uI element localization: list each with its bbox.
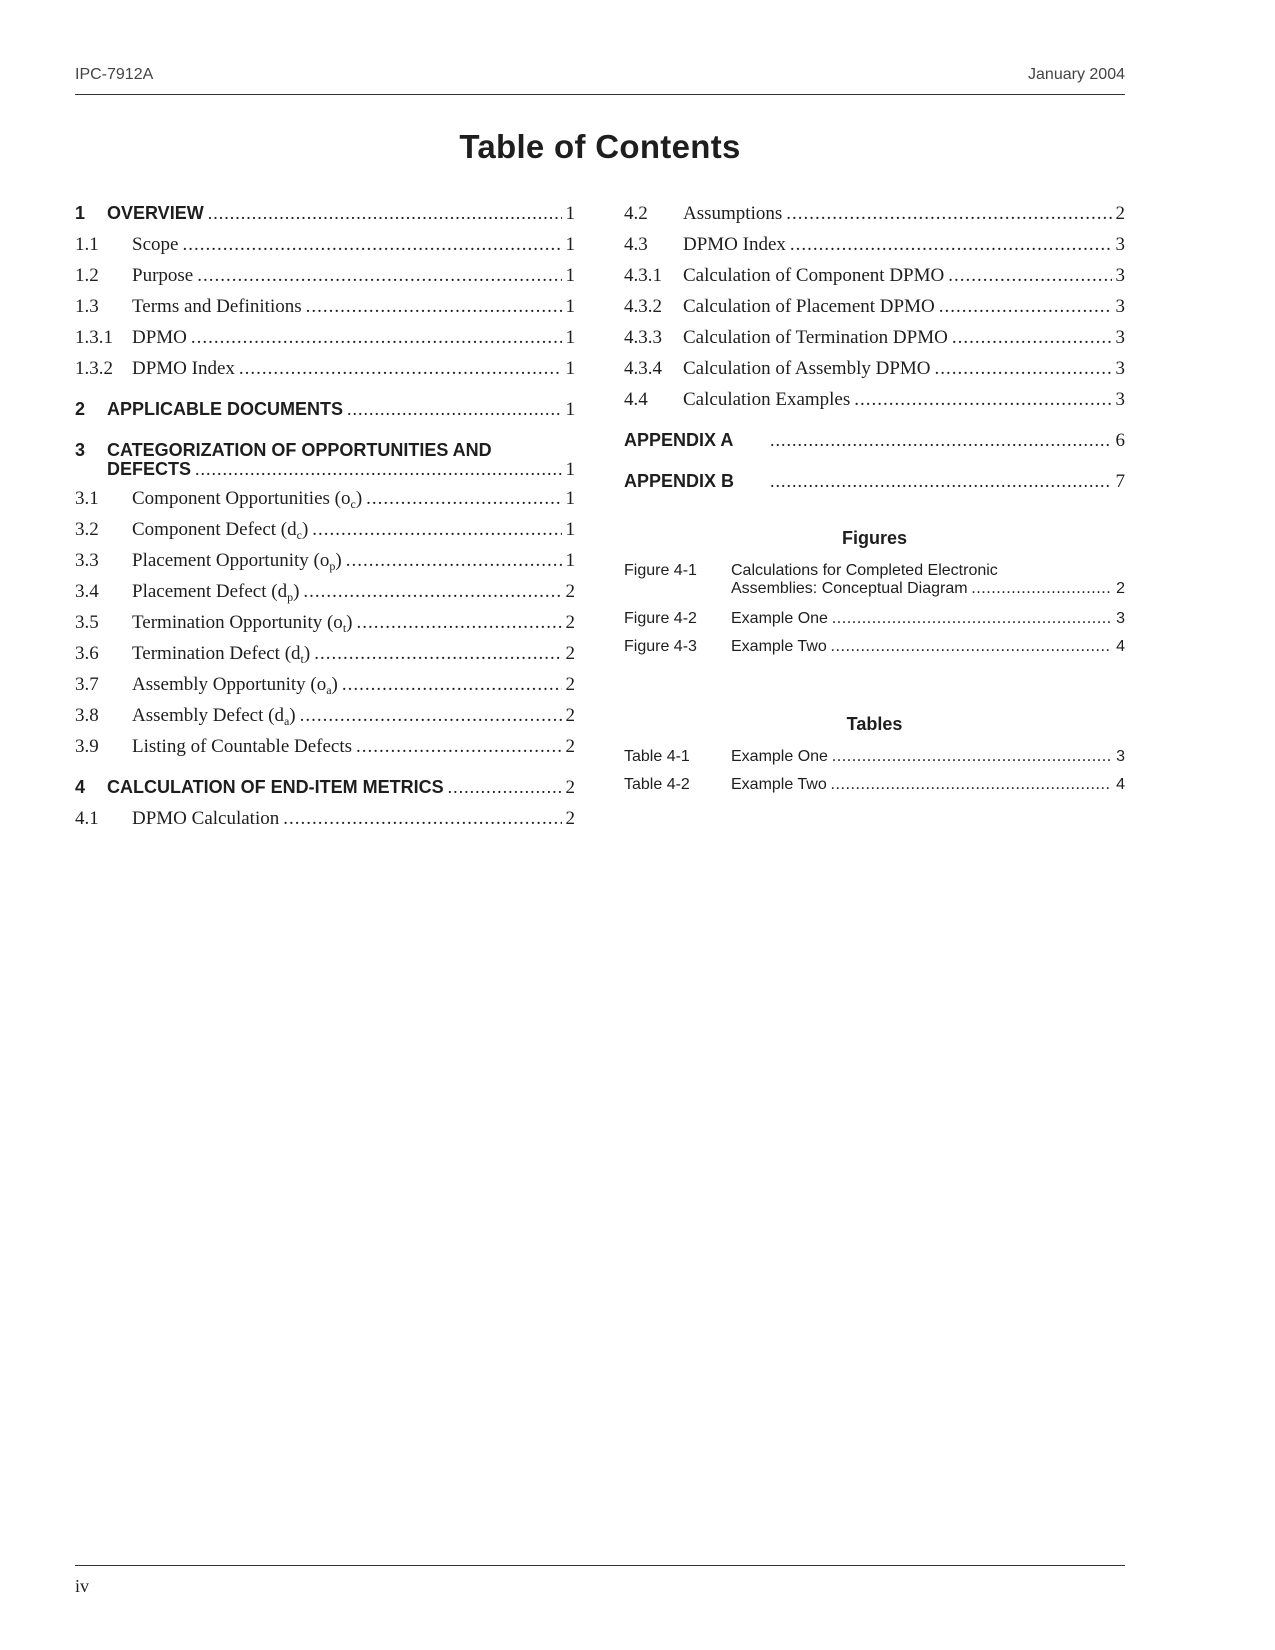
toc-entry-title bbox=[683, 265, 944, 287]
toc-entry-row bbox=[132, 612, 575, 634]
toc-entry-page: 2 bbox=[565, 736, 575, 757]
toc-entry-title-text: Calculation of Termination DPMO bbox=[683, 327, 948, 348]
dot-leader bbox=[312, 519, 561, 541]
toc-entry bbox=[75, 293, 575, 324]
toc-entry bbox=[75, 396, 575, 427]
toc-entry-row bbox=[132, 674, 575, 696]
list-entry-label: Figure 4-3 bbox=[624, 638, 697, 655]
toc-entry-title bbox=[132, 488, 362, 510]
toc-entry-number: 4.4 bbox=[624, 389, 648, 410]
toc-right-column bbox=[624, 200, 1125, 499]
toc-entry-row bbox=[132, 643, 575, 665]
toc-entry-number: 3.2 bbox=[75, 519, 99, 540]
toc-entry-title bbox=[132, 581, 299, 603]
toc-entry-number: 4 bbox=[75, 777, 86, 797]
toc-entry-page: 1 bbox=[565, 358, 575, 379]
toc-entry-title bbox=[683, 234, 786, 256]
toc-entry-title-text: Termination Opportunity (o bbox=[132, 612, 343, 633]
dot-leader bbox=[197, 265, 561, 287]
toc-entry bbox=[624, 427, 1125, 458]
table-entry bbox=[624, 776, 1125, 800]
spacer bbox=[624, 458, 1125, 468]
toc-entry-subscript: p bbox=[287, 590, 294, 604]
toc-entry-title bbox=[132, 612, 352, 634]
toc-entry-row bbox=[132, 705, 575, 727]
toc-entry-row bbox=[132, 581, 575, 603]
toc-entry-title-text: Component Defect (d bbox=[132, 519, 297, 540]
toc-entry-subscript: a bbox=[283, 714, 290, 728]
toc-entry-page: 3 bbox=[1115, 327, 1125, 348]
toc-entry bbox=[75, 640, 575, 671]
figure-entry bbox=[624, 638, 1125, 662]
toc-entry-row bbox=[683, 358, 1125, 380]
dot-leader bbox=[770, 430, 1112, 451]
toc-entry-number: 4.1 bbox=[75, 808, 99, 829]
list-entry-label: Table 4-2 bbox=[624, 776, 690, 793]
dot-leader bbox=[790, 234, 1112, 256]
toc-entry-title bbox=[683, 203, 782, 225]
list-entry-label: Figure 4-2 bbox=[624, 610, 697, 627]
toc-entry-title-suffix: ) bbox=[301, 519, 309, 540]
toc-entry bbox=[75, 231, 575, 262]
dot-leader bbox=[195, 459, 561, 480]
toc-entry-page: 2 bbox=[565, 705, 575, 726]
toc-entry bbox=[75, 671, 575, 702]
toc-entry-row bbox=[766, 471, 1125, 493]
toc-entry bbox=[75, 578, 575, 609]
dot-leader bbox=[935, 358, 1112, 380]
page-title: Table of Contents bbox=[459, 128, 741, 165]
toc-entry-title-text: CALCULATION OF END-ITEM METRICS bbox=[107, 777, 444, 797]
dot-leader bbox=[356, 736, 561, 758]
toc-entry-title bbox=[683, 327, 948, 349]
toc-entry-number: 3.4 bbox=[75, 581, 99, 602]
dot-leader bbox=[854, 389, 1111, 411]
toc-entry-row bbox=[683, 203, 1125, 225]
toc-entry-subscript: p bbox=[329, 559, 336, 573]
toc-entry-number: 1.3 bbox=[75, 296, 99, 317]
toc-entry bbox=[75, 805, 575, 836]
tables-heading: Tables bbox=[846, 714, 903, 734]
toc-entry-number: 4.3 bbox=[624, 234, 648, 255]
dot-leader bbox=[832, 748, 1112, 766]
toc-entry bbox=[624, 386, 1125, 417]
publication-date: January 2004 bbox=[1028, 66, 1125, 83]
dot-leader bbox=[831, 776, 1112, 794]
page-header bbox=[75, 66, 1125, 95]
toc-entry-number: 3.8 bbox=[75, 705, 99, 726]
list-entry-row bbox=[731, 610, 1125, 628]
toc-entry-title-text: Calculation of Assembly DPMO bbox=[683, 358, 931, 379]
toc-entry-page: 3 bbox=[1115, 265, 1125, 286]
toc-entry bbox=[75, 355, 575, 386]
toc-entry-number: 3.3 bbox=[75, 550, 99, 571]
toc-entry-row bbox=[132, 808, 575, 830]
list-entry-page: 4 bbox=[1116, 638, 1125, 655]
toc-entry-title-text: DEFECTS bbox=[107, 459, 192, 479]
toc-entry bbox=[75, 262, 575, 293]
toc-entry-page: 2 bbox=[565, 612, 575, 633]
toc-entry-row bbox=[683, 389, 1125, 411]
toc-entry-title-text: Purpose bbox=[132, 265, 194, 286]
toc-entry bbox=[624, 262, 1125, 293]
page-number: iv bbox=[75, 1576, 90, 1596]
toc-entry-number: 3.6 bbox=[75, 643, 99, 664]
toc-entry-page: 7 bbox=[1115, 471, 1125, 492]
list-entry-text bbox=[731, 776, 1125, 794]
toc-entry-row bbox=[132, 488, 575, 510]
toc-entry-page: 1 bbox=[565, 488, 575, 509]
toc-entry-page: 1 bbox=[565, 399, 575, 420]
list-entry-text bbox=[731, 748, 1125, 766]
figures-heading: Figures bbox=[841, 528, 907, 548]
toc-entry-title-text: DPMO bbox=[132, 327, 187, 348]
toc-entry-title-text: Calculation Examples bbox=[683, 389, 851, 410]
toc-entry-title bbox=[107, 459, 191, 480]
dot-leader bbox=[448, 777, 562, 798]
toc-entry-title bbox=[132, 519, 308, 541]
toc-entry bbox=[75, 547, 575, 578]
toc-entry bbox=[75, 324, 575, 355]
toc-entry-number: 3.9 bbox=[75, 736, 99, 757]
toc-entry-subscript: c bbox=[350, 497, 356, 511]
toc-entry-title-text: OVERVIEW bbox=[107, 203, 204, 223]
dot-leader bbox=[303, 581, 561, 603]
toc-left-column bbox=[75, 200, 575, 836]
toc-entry-number: 3 bbox=[75, 440, 86, 460]
toc-entry-title-suffix: ) bbox=[303, 643, 311, 664]
toc-entry-page: 1 bbox=[565, 234, 575, 255]
toc-entry-title-text: Placement Opportunity (o bbox=[132, 550, 330, 571]
toc-entry-title-text: Scope bbox=[132, 234, 179, 255]
spacer bbox=[75, 427, 575, 437]
dot-leader bbox=[939, 296, 1112, 318]
dot-leader bbox=[300, 705, 562, 727]
toc-entry-row bbox=[107, 459, 575, 481]
dot-leader bbox=[770, 471, 1112, 492]
toc-entry-title bbox=[683, 296, 935, 318]
list-entry-text bbox=[731, 638, 1125, 656]
toc-entry-subscript: c bbox=[296, 528, 302, 542]
toc-entry-row bbox=[132, 265, 575, 287]
figure-entry bbox=[624, 562, 1125, 606]
toc-entry-title bbox=[132, 234, 178, 256]
toc-entry-title-suffix: ) bbox=[346, 612, 353, 633]
toc-entry-title-text: DPMO Index bbox=[683, 234, 786, 255]
toc-entry-row bbox=[132, 358, 575, 380]
toc-entry-title bbox=[683, 389, 850, 411]
toc-entry bbox=[75, 437, 575, 485]
toc-entry-number: 1.1 bbox=[75, 234, 99, 255]
toc-entry-title bbox=[132, 327, 187, 349]
toc-entry-title bbox=[132, 358, 235, 380]
toc-entry-title bbox=[132, 265, 193, 287]
toc-entry-page: 1 bbox=[565, 550, 575, 571]
toc-entry-row bbox=[683, 327, 1125, 349]
dot-leader bbox=[356, 612, 561, 634]
toc-entry bbox=[75, 516, 575, 547]
toc-entry-title-suffix: ) bbox=[289, 705, 296, 726]
toc-entry-title-text: Assembly Defect (d bbox=[132, 705, 284, 726]
toc-entry-row bbox=[132, 296, 575, 318]
toc-entry-number: 4.3.2 bbox=[624, 296, 662, 317]
dot-leader bbox=[346, 550, 562, 572]
dot-leader bbox=[306, 296, 562, 318]
toc-entry-number: 4.3.3 bbox=[624, 327, 662, 348]
list-entry-page: 4 bbox=[1116, 776, 1125, 793]
toc-entry-number: 1.3.2 bbox=[75, 358, 113, 379]
list-entry-title: Example One bbox=[731, 610, 828, 627]
toc-entry-page: 6 bbox=[1115, 430, 1125, 451]
table-entry bbox=[624, 748, 1125, 772]
list-entry-text bbox=[731, 610, 1125, 628]
list-entry-title: Example Two bbox=[731, 638, 827, 655]
toc-entry-page: 3 bbox=[1115, 358, 1125, 379]
list-entry-row bbox=[731, 638, 1125, 656]
dot-leader bbox=[239, 358, 562, 380]
toc-entry-row bbox=[683, 234, 1125, 256]
list-entry-row bbox=[731, 580, 1125, 598]
dot-leader bbox=[283, 808, 561, 830]
toc-entry-number: 2 bbox=[75, 399, 86, 419]
dot-leader bbox=[948, 265, 1111, 287]
toc-entry-page: 1 bbox=[565, 459, 575, 480]
toc-entry-title-text: APPLICABLE DOCUMENTS bbox=[107, 399, 344, 419]
toc-entry-title-text: Termination Defect (d bbox=[132, 643, 301, 664]
toc-entry-number: 1.2 bbox=[75, 265, 99, 286]
toc-entry-title-text: Placement Defect (d bbox=[132, 581, 288, 602]
toc-entry bbox=[624, 200, 1125, 231]
dot-leader bbox=[832, 610, 1112, 628]
toc-entry bbox=[75, 702, 575, 733]
toc-entry-number: 1.3.1 bbox=[75, 327, 113, 348]
toc-entry-row bbox=[132, 519, 575, 541]
toc-entry bbox=[624, 355, 1125, 386]
toc-entry-title-text: Calculation of Placement DPMO bbox=[683, 296, 935, 317]
spacer bbox=[624, 417, 1125, 427]
toc-entry-row bbox=[132, 234, 575, 256]
toc-entry-number: 4.3.4 bbox=[624, 358, 662, 379]
footer-rule bbox=[75, 1565, 1125, 1566]
toc-entry-page: 1 bbox=[565, 265, 575, 286]
toc-entry-number: 3.7 bbox=[75, 674, 99, 695]
toc-entry-number: APPENDIX B bbox=[624, 471, 735, 491]
toc-entry-title-text: Listing of Countable Defects bbox=[132, 736, 353, 757]
dot-leader bbox=[786, 203, 1111, 225]
list-entry-title: Example One bbox=[731, 748, 828, 765]
toc-entry-title bbox=[132, 296, 302, 318]
toc-entry-row bbox=[107, 777, 575, 799]
dot-leader bbox=[314, 643, 561, 665]
toc-entry bbox=[624, 324, 1125, 355]
toc-entry-row bbox=[132, 327, 575, 349]
toc-entry-row bbox=[132, 736, 575, 758]
toc-entry-page: 1 bbox=[565, 327, 575, 348]
toc-entry-title bbox=[107, 203, 204, 224]
toc-entry bbox=[624, 231, 1125, 262]
toc-entry-number: 3.5 bbox=[75, 612, 99, 633]
toc-entry bbox=[624, 468, 1125, 499]
toc-entry-title bbox=[132, 736, 352, 758]
toc-entry-row bbox=[683, 265, 1125, 287]
toc-entry-title-text: Terms and Definitions bbox=[132, 296, 302, 317]
toc-entry-page: 2 bbox=[565, 777, 575, 798]
list-entry-page: 3 bbox=[1116, 748, 1125, 765]
dot-leader bbox=[972, 580, 1113, 598]
toc-entry-page: 2 bbox=[565, 674, 575, 695]
toc-entry-page: 2 bbox=[1115, 203, 1125, 224]
toc-entry-title bbox=[107, 399, 343, 420]
toc-entry-title bbox=[132, 643, 310, 665]
toc-entry-title-suffix: ) bbox=[293, 581, 300, 602]
toc-entry-page: 2 bbox=[565, 643, 575, 664]
spacer bbox=[75, 386, 575, 396]
toc-entry bbox=[75, 485, 575, 516]
toc-entry-title bbox=[132, 674, 338, 696]
dot-leader bbox=[831, 638, 1112, 656]
dot-leader bbox=[366, 488, 561, 510]
list-entry-label: Table 4-1 bbox=[624, 748, 690, 765]
toc-entry-title-text: DPMO Index bbox=[132, 358, 235, 379]
list-entry-page: 2 bbox=[1116, 580, 1125, 597]
toc-entry-subscript: t bbox=[300, 652, 304, 666]
toc-entry-page: 1 bbox=[565, 203, 575, 224]
toc-entry-row bbox=[107, 203, 575, 225]
toc-entry-number: 1 bbox=[75, 203, 86, 223]
toc-entry-page: 3 bbox=[1115, 234, 1125, 255]
dot-leader bbox=[208, 203, 562, 224]
dot-leader bbox=[347, 399, 561, 420]
dot-leader bbox=[182, 234, 561, 256]
toc-entry-row bbox=[683, 296, 1125, 318]
toc-entry-title-text: Calculation of Component DPMO bbox=[683, 265, 945, 286]
figure-entry bbox=[624, 610, 1125, 634]
toc-entry-subscript: a bbox=[326, 683, 332, 697]
toc-entry-page: 2 bbox=[565, 808, 575, 829]
toc-entry-subscript: t bbox=[342, 621, 347, 635]
toc-entry-number: 4.3.1 bbox=[624, 265, 662, 286]
list-entry-title: Assemblies: Conceptual Diagram bbox=[731, 580, 968, 597]
toc-entry-title-text: Assumptions bbox=[683, 203, 783, 224]
dot-leader bbox=[342, 674, 562, 696]
toc-entry-row bbox=[766, 430, 1125, 452]
toc-entry-page: 2 bbox=[565, 581, 575, 602]
toc-entry-page: 3 bbox=[1115, 296, 1125, 317]
toc-entry-row bbox=[132, 550, 575, 572]
toc-entry-number: 4.2 bbox=[624, 203, 648, 224]
toc-entry bbox=[75, 609, 575, 640]
toc-entry-page: 1 bbox=[565, 519, 575, 540]
toc-entry-title bbox=[132, 550, 342, 572]
toc-entry-title bbox=[132, 808, 279, 830]
toc-entry-page: 1 bbox=[565, 296, 575, 317]
toc-entry-title bbox=[132, 705, 296, 727]
toc-entry bbox=[624, 293, 1125, 324]
toc-entry-title-suffix: ) bbox=[331, 674, 338, 695]
list-entry-text bbox=[731, 562, 1125, 598]
toc-entry-page: 3 bbox=[1115, 389, 1125, 410]
list-entry-title-line1: Calculations for Completed Electronic bbox=[731, 562, 998, 579]
spacer bbox=[75, 764, 575, 774]
toc-entry bbox=[75, 774, 575, 805]
dot-leader bbox=[191, 327, 562, 349]
toc-entry-title bbox=[683, 358, 931, 380]
toc-entry-number: APPENDIX A bbox=[624, 430, 734, 450]
dot-leader bbox=[952, 327, 1112, 349]
toc-entry-row bbox=[107, 399, 575, 421]
list-entry-label: Figure 4-1 bbox=[624, 562, 697, 579]
list-entry-row bbox=[731, 776, 1125, 794]
toc-entry-title-text: DPMO Calculation bbox=[132, 808, 280, 829]
toc-entry-title-line1: CATEGORIZATION OF OPPORTUNITIES AND bbox=[107, 440, 492, 460]
toc-entry bbox=[75, 733, 575, 764]
toc-entry-title bbox=[107, 777, 444, 798]
toc-entry bbox=[75, 200, 575, 231]
list-entry-row bbox=[731, 748, 1125, 766]
toc-entry-title-suffix: ) bbox=[355, 488, 363, 509]
toc-entry-title-text: Assembly Opportunity (o bbox=[132, 674, 327, 695]
toc-entry-title-suffix: ) bbox=[335, 550, 342, 571]
list-entry-page: 3 bbox=[1116, 610, 1125, 627]
list-entry-title: Example Two bbox=[731, 776, 827, 793]
document-id: IPC-7912A bbox=[75, 66, 154, 83]
toc-entry-number: 3.1 bbox=[75, 488, 99, 509]
toc-entry-title-text: Component Opportunities (o bbox=[132, 488, 351, 509]
